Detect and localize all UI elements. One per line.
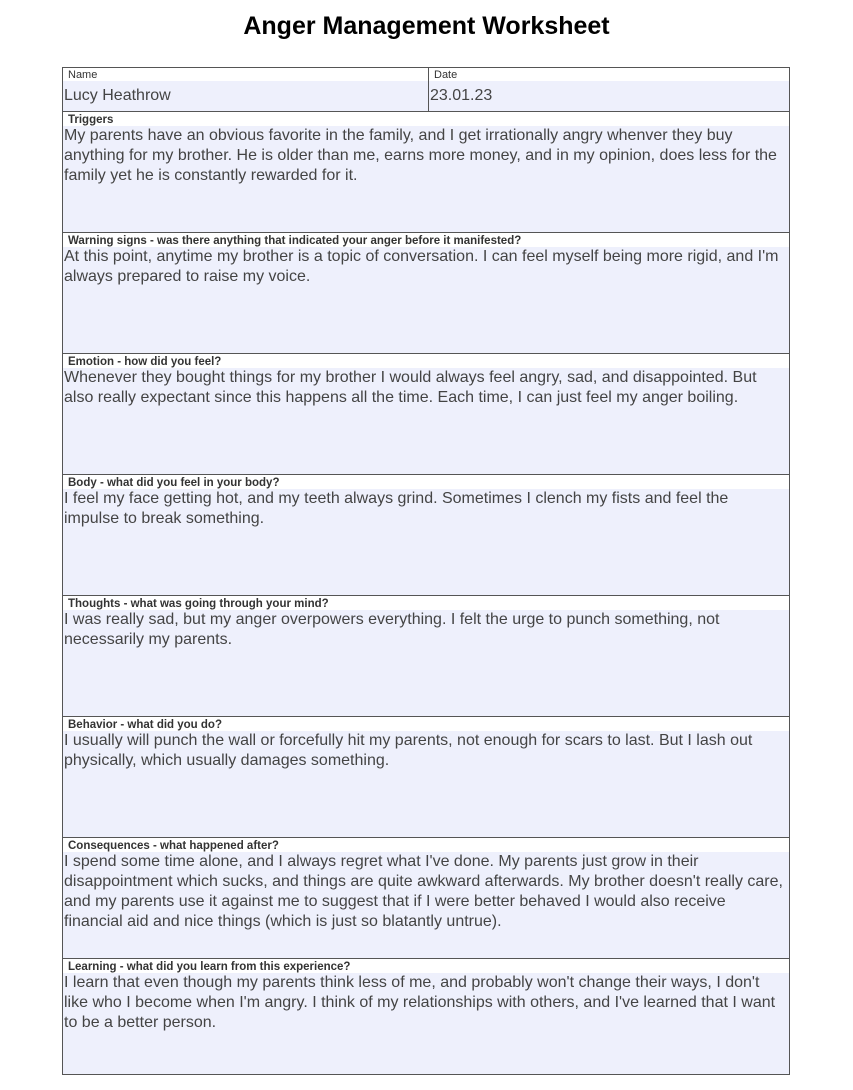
section-body [63, 475, 789, 596]
thoughts-label: Thoughts - what was going through your mind? [68, 598, 329, 610]
worksheet-form [62, 67, 790, 1075]
warning-signs-field[interactable]: At this point, anytime my brother is a topic of conversation. I can feel myself being more rigid, and I'm always prepared to raise my voice. [63, 247, 789, 353]
section-behavior [63, 717, 789, 838]
section-warning-signs [63, 233, 789, 354]
section-consequences [63, 838, 789, 959]
learning-field[interactable]: I learn that even though my parents think less of me, and probably won't change their ways, I don't like who I become when I'm angry. I think of my relationships with others, and I've learned that I want to be a better person. [63, 973, 789, 1074]
emotion-field[interactable]: Whenever they bought things for my brother I would always feel angry, sad, and disappointed. But also really expectant since this happens all the time. Each time, I can just feel my anger boiling. [63, 368, 789, 474]
name-cell [63, 68, 429, 111]
thoughts-field[interactable]: I was really sad, but my anger overpowers everything. I felt the urge to punch something, not necessarily my parents. [63, 610, 789, 716]
warning-signs-label: Warning signs - was there anything that indicated your anger before it manifested? [68, 235, 522, 247]
behavior-field[interactable]: I usually will punch the wall or forcefully hit my parents, not enough for scars to last. But I lash out physically, which usually damages something. [63, 731, 789, 837]
date-label: Date [434, 69, 458, 81]
date-cell [429, 68, 789, 111]
triggers-field[interactable]: My parents have an obvious favorite in the family, and I get irrationally angry whenver they buy anything for my brother. He is older than me, earns more money, and in my opinion, does less for the family yet he is constantly rewarded for it. [63, 126, 789, 232]
body-field[interactable]: I feel my face getting hot, and my teeth always grind. Sometimes I clench my fists and feel the impulse to break something. [63, 489, 789, 595]
body-label: Body - what did you feel in your body? [68, 477, 280, 489]
consequences-field[interactable]: I spend some time alone, and I always regret what I've done. My parents just grow in their disappointment which sucks, and things are quite awkward afterwards. My brother doesn't really care, and my parents use it against me to suggest that if I were better behaved I would also receive financial aid and nice things (which is just so blatantly untrue). [63, 852, 789, 958]
date-field[interactable]: 23.01.23 [429, 81, 789, 111]
header-row [63, 68, 789, 112]
section-triggers [63, 112, 789, 233]
emotion-label: Emotion - how did you feel? [68, 356, 222, 368]
consequences-label: Consequences - what happened after? [68, 840, 279, 852]
page-title: Anger Management Worksheet [243, 12, 610, 40]
learning-label: Learning - what did you learn from this experience? [68, 961, 351, 973]
triggers-label: Triggers [68, 114, 114, 126]
name-label: Name [68, 69, 98, 81]
section-learning [63, 959, 789, 1074]
section-thoughts [63, 596, 789, 717]
name-field[interactable]: Lucy Heathrow [63, 81, 428, 111]
behavior-label: Behavior - what did you do? [68, 719, 222, 731]
section-emotion [63, 354, 789, 475]
